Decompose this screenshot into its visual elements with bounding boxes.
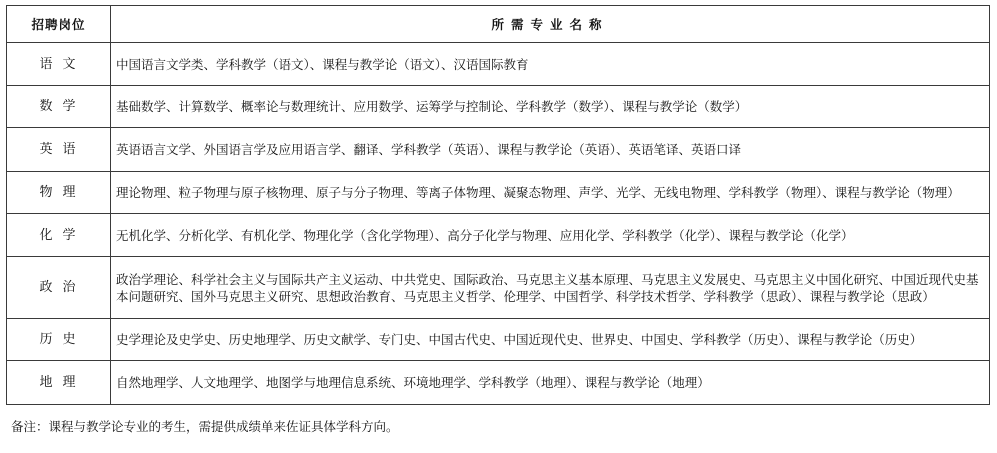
- majors-cell: 理论物理、粒子物理与原子核物理、原子与分子物理、等离子体物理、凝聚态物理、声学、光学、无线电物理、学科教学（物理）、课程与教学论（物理）: [111, 172, 990, 214]
- majors-cell: 中国语言文学类、学科教学（语文）、课程与教学论（语文）、汉语国际教育: [111, 43, 990, 86]
- post-cell: 语文: [7, 43, 111, 86]
- table-row: [7, 257, 990, 319]
- majors-cell: 自然地理学、人文地理学、地图学与地理信息系统、环境地理学、学科教学（地理）、课程与教学论（地理）: [111, 361, 990, 405]
- footnote: 备注：课程与教学论专业的考生，需提供成绩单来佐证具体学科方向。: [11, 419, 399, 434]
- table-row: [7, 361, 990, 405]
- majors-cell: 史学理论及史学史、历史地理学、历史文献学、专门史、中国古代史、中国近现代史、世界史、中国史、学科教学（历史）、课程与教学论（历史）: [111, 319, 990, 361]
- majors-cell: 政治学理论、科学社会主义与国际共产主义运动、中共党史、国际政治、马克思主义基本原理、马克思主义发展史、马克思主义中国化研究、中国近现代史基本问题研究、国外马克思主义研究、思想政治教育、马克思主义哲学、伦理学、中国哲学、科学技术哲学、学科教学（思政）、课程与教学论（思政）: [111, 257, 990, 319]
- table-row: [7, 214, 990, 257]
- table-row: [7, 319, 990, 361]
- post-cell: 化学: [7, 214, 111, 257]
- post-cell: 政治: [7, 257, 111, 319]
- table-row: [7, 172, 990, 214]
- post-cell: 数学: [7, 86, 111, 128]
- post-cell: 物理: [7, 172, 111, 214]
- post-cell: 历史: [7, 319, 111, 361]
- post-cell: 英语: [7, 128, 111, 172]
- table-row: [7, 43, 990, 86]
- majors-cell: 基础数学、计算数学、概率论与数理统计、应用数学、运筹学与控制论、学科教学（数学）、课程与教学论（数学）: [111, 86, 990, 128]
- table-row: [7, 86, 990, 128]
- majors-cell: 无机化学、分析化学、有机化学、物理化学（含化学物理）、高分子化学与物理、应用化学、学科教学（化学）、课程与教学论（化学）: [111, 214, 990, 257]
- majors-table: [6, 5, 990, 405]
- post-cell: 地理: [7, 361, 111, 405]
- table-row: [7, 128, 990, 172]
- majors-cell: 英语语言文学、外国语言学及应用语言学、翻译、学科教学（英语）、课程与教学论（英语）、英语笔译、英语口译: [111, 128, 990, 172]
- table-header-row: [7, 6, 990, 43]
- header-major: 所需专业名称: [111, 6, 990, 43]
- header-post: 招聘岗位: [7, 6, 111, 43]
